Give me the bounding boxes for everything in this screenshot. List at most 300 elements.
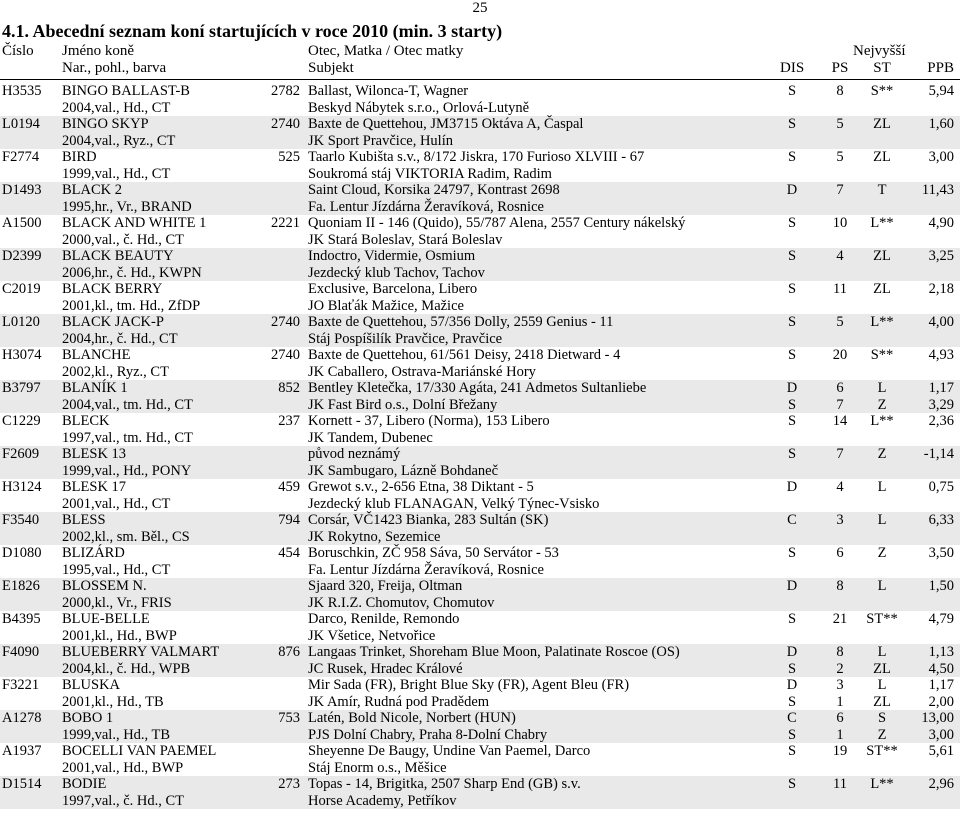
cell-id: F4090 xyxy=(2,644,40,660)
cell-info: 2004,val., tm. Hd., CT xyxy=(62,396,193,413)
cell-ps: 21 xyxy=(832,611,848,627)
cell-name: BLACK 2 xyxy=(62,182,123,198)
row-line-1 xyxy=(0,182,960,199)
cell-id: F2609 xyxy=(2,446,40,462)
cell-name: BLANCHE xyxy=(62,347,131,363)
row-line-2 xyxy=(0,496,960,513)
table-row xyxy=(0,479,960,512)
cell-dis: D xyxy=(786,578,798,594)
cell-ps: 11 xyxy=(833,281,847,297)
table-row xyxy=(0,347,960,380)
cell-ppb: 3,00 xyxy=(928,149,954,165)
cell-dis2: S xyxy=(787,660,797,677)
cell-dis: S xyxy=(787,83,797,99)
header-jmeno: Jméno koně xyxy=(62,43,135,59)
cell-st: L xyxy=(877,677,887,693)
table-row xyxy=(0,281,960,314)
cell-ppb: 4,93 xyxy=(928,347,954,363)
cell-id: H3124 xyxy=(2,479,42,495)
cell-info: 1999,val., Hd., TB xyxy=(62,726,171,743)
table-row xyxy=(0,413,960,446)
cell-name: BLACK AND WHITE 1 xyxy=(62,215,207,231)
row-line-2 xyxy=(0,628,960,645)
cell-info: 2006,hr., č. Hd., KWPN xyxy=(62,264,202,281)
table-row xyxy=(0,743,960,776)
cell-st: L** xyxy=(870,413,894,429)
row-line-1 xyxy=(0,248,960,265)
cell-dis: D xyxy=(786,677,798,693)
cell-subject: JK Amír, Rudná pod Pradědem xyxy=(308,693,490,710)
horse-table xyxy=(0,83,960,809)
table-row xyxy=(0,182,960,215)
cell-info: 2001,kl., tm. Hd., ZfDP xyxy=(62,297,201,314)
cell-ppb: 13,00 xyxy=(921,710,954,726)
header-otec: Otec, Matka / Otec matky xyxy=(308,43,464,59)
row-line-2 xyxy=(0,694,960,711)
table-row xyxy=(0,446,960,479)
table-row xyxy=(0,314,960,347)
cell-info: 1995,val., Hd., CT xyxy=(62,561,171,578)
cell-name: BINGO BALLAST-B xyxy=(62,83,190,99)
cell-info: 2001,val., Hd., BWP xyxy=(62,759,184,776)
cell-ppb2: 2,00 xyxy=(928,693,954,710)
row-line-1 xyxy=(0,215,960,232)
cell-st: ST** xyxy=(866,611,898,627)
cell-ps: 7 xyxy=(836,446,844,462)
cell-subject: Jezdecký klub Tachov, Tachov xyxy=(308,264,485,281)
cell-ps: 5 xyxy=(836,149,844,165)
cell-dis2: S xyxy=(787,726,797,743)
cell-ps: 20 xyxy=(832,347,848,363)
row-line-2 xyxy=(0,232,960,249)
table-row xyxy=(0,149,960,182)
cell-id: A1278 xyxy=(2,710,42,726)
cell-name: BLESK 13 xyxy=(62,446,127,462)
cell-st: L** xyxy=(870,776,894,792)
cell-id: B4395 xyxy=(2,611,41,627)
row-line-2 xyxy=(0,793,960,810)
cell-st: L** xyxy=(870,314,894,330)
cell-subject: JK Fast Bird o.s., Dolní Břežany xyxy=(308,396,498,413)
cell-name: BLACK BERRY xyxy=(62,281,163,297)
cell-id: A1937 xyxy=(2,743,42,759)
cell-info: 1999,val., Hd., CT xyxy=(62,165,171,182)
row-line-2 xyxy=(0,760,960,777)
cell-dis: S xyxy=(787,149,797,165)
cell-st: Z xyxy=(877,545,887,561)
table-row xyxy=(0,116,960,149)
cell-info: 1995,hr., Vr., BRAND xyxy=(62,198,192,215)
cell-ppb: -1,14 xyxy=(923,446,954,462)
cell-pedigree: Boruschkin, ZČ 958 Sáva, 50 Servátor - 53 xyxy=(308,545,559,561)
cell-dis: D xyxy=(786,182,798,198)
row-line-2 xyxy=(0,298,960,315)
cell-ppb: 4,00 xyxy=(928,314,954,330)
cell-num: 852 xyxy=(278,380,300,396)
cell-num: 237 xyxy=(278,413,300,429)
cell-ps: 6 xyxy=(836,545,844,561)
row-line-1 xyxy=(0,314,960,331)
cell-dis2: S xyxy=(787,693,797,710)
row-line-1 xyxy=(0,479,960,496)
cell-name: BLECK xyxy=(62,413,110,429)
cell-ps: 5 xyxy=(836,314,844,330)
cell-info: 2000,val., č. Hd., CT xyxy=(62,231,185,248)
cell-dis: S xyxy=(787,611,797,627)
table-row xyxy=(0,545,960,578)
cell-id: H3535 xyxy=(2,83,42,99)
cell-ppb: 3,50 xyxy=(928,545,954,561)
cell-num: 273 xyxy=(278,776,300,792)
cell-pedigree: Darco, Renilde, Remondo xyxy=(308,611,460,627)
row-line-1 xyxy=(0,611,960,628)
cell-id: D2399 xyxy=(2,248,42,264)
cell-subject: Stáj Enorm o.s., Měšice xyxy=(308,759,447,776)
cell-ps: 7 xyxy=(836,182,844,198)
cell-st: S** xyxy=(870,83,894,99)
cell-st: ZL xyxy=(873,248,891,264)
row-line-1 xyxy=(0,446,960,463)
cell-subject: Soukromá stáj VIKTORIA Radim, Radim xyxy=(308,165,552,182)
cell-ps: 6 xyxy=(836,380,844,396)
cell-info: 2004,kl., č. Hd., WPB xyxy=(62,660,191,677)
row-line-1 xyxy=(0,83,960,100)
row-line-2 xyxy=(0,100,960,117)
cell-ps2: 7 xyxy=(836,396,844,413)
cell-pedigree: Baxte de Quettehou, 61/561 Deisy, 2418 Dietward - 4 xyxy=(308,347,621,363)
cell-ps: 8 xyxy=(836,644,844,660)
cell-name: BLACK BEAUTY xyxy=(62,248,174,264)
cell-ppb: 1,60 xyxy=(928,116,954,132)
cell-num: 2740 xyxy=(271,116,300,132)
cell-ppb: 5,61 xyxy=(928,743,954,759)
row-line-2 xyxy=(0,133,960,150)
header-ppb: PPB xyxy=(927,60,954,76)
cell-pedigree: původ neznámý xyxy=(308,446,401,462)
cell-info: 2004,hr., č. Hd., CT xyxy=(62,330,178,347)
cell-pedigree: Topas - 14, Brigitka, 2507 Sharp End (GB) s.v. xyxy=(308,776,581,792)
header-st: ST xyxy=(873,60,891,76)
cell-dis: S xyxy=(787,347,797,363)
cell-id: C1229 xyxy=(2,413,41,429)
row-line-2 xyxy=(0,265,960,282)
cell-subject: JK Všetice, Netvořice xyxy=(308,627,436,644)
row-line-2 xyxy=(0,562,960,579)
header-dis: DIS xyxy=(780,60,805,76)
cell-ps: 4 xyxy=(836,248,844,264)
cell-st: L xyxy=(877,479,887,495)
cell-pedigree: Corsár, VČ1423 Bianka, 283 Sultán (SK) xyxy=(308,512,549,528)
cell-st: ZL xyxy=(873,149,891,165)
cell-dis: S xyxy=(787,545,797,561)
cell-st2: Z xyxy=(877,396,887,413)
cell-st: ZL xyxy=(873,116,891,132)
cell-dis: S xyxy=(787,116,797,132)
row-line-1 xyxy=(0,380,960,397)
cell-id: L0194 xyxy=(2,116,40,132)
table-row xyxy=(0,611,960,644)
cell-name: BODIE xyxy=(62,776,107,792)
cell-ps: 11 xyxy=(833,776,847,792)
cell-id: L0120 xyxy=(2,314,40,330)
row-line-2 xyxy=(0,727,960,744)
cell-subject: JC Rusek, Hradec Králové xyxy=(308,660,463,677)
header-cislo: Číslo xyxy=(2,43,34,59)
cell-st: S** xyxy=(870,347,894,363)
cell-dis: D xyxy=(786,644,798,660)
cell-dis: S xyxy=(787,215,797,231)
cell-st: L xyxy=(877,578,887,594)
cell-subject: JK Sambugaro, Lázně Bohdaneč xyxy=(308,462,499,479)
cell-ps: 14 xyxy=(832,413,848,429)
cell-num: 525 xyxy=(278,149,300,165)
cell-name: BLESS xyxy=(62,512,106,528)
table-row xyxy=(0,578,960,611)
cell-ppb: 1,17 xyxy=(928,677,954,693)
cell-subject: JK R.I.Z. Chomutov, Chomutov xyxy=(308,594,495,611)
cell-name: BIRD xyxy=(62,149,97,165)
cell-ppb: 1,13 xyxy=(928,644,954,660)
cell-pedigree: Ballast, Wilonca-T, Wagner xyxy=(308,83,469,99)
cell-ppb2: 3,00 xyxy=(928,726,954,743)
cell-ps: 10 xyxy=(832,215,848,231)
cell-id: D1514 xyxy=(2,776,42,792)
row-line-1 xyxy=(0,578,960,595)
cell-dis: S xyxy=(787,413,797,429)
cell-ps: 5 xyxy=(836,116,844,132)
cell-id: F3221 xyxy=(2,677,40,693)
cell-name: BLUEBERRY VALMART xyxy=(62,644,220,660)
cell-info: 2000,kl., Vr., FRIS xyxy=(62,594,172,611)
cell-ppb: 2,96 xyxy=(928,776,954,792)
cell-ppb: 2,36 xyxy=(928,413,954,429)
cell-info: 2002,kl., Ryz., CT xyxy=(62,363,169,380)
cell-subject: JO Blaťák Mažice, Mažice xyxy=(308,297,464,314)
cell-pedigree: Grewot s.v., 2-656 Etna, 38 Diktant - 5 xyxy=(308,479,534,495)
cell-info: 1999,val., Hd., PONY xyxy=(62,462,192,479)
cell-pedigree: Indoctro, Vidermie, Osmium xyxy=(308,248,476,264)
cell-info: 2002,kl., sm. Běl., CS xyxy=(62,528,190,545)
cell-subject: JK Tandem, Dubenec xyxy=(308,429,433,446)
cell-pedigree: Mir Sada (FR), Bright Blue Sky (FR), Agent Bleu (FR) xyxy=(308,677,630,693)
cell-dis: S xyxy=(787,743,797,759)
cell-id: H3074 xyxy=(2,347,42,363)
cell-ppb: 6,33 xyxy=(928,512,954,528)
row-line-1 xyxy=(0,512,960,529)
cell-pedigree: Taarlo Kubišta s.v., 8/172 Jiskra, 170 Furioso XLVIII - 67 xyxy=(308,149,645,165)
cell-subject: JK Caballero, Ostrava-Mariánské Hory xyxy=(308,363,536,380)
cell-info: 1997,val., č. Hd., CT xyxy=(62,792,185,809)
cell-ps: 3 xyxy=(836,512,844,528)
table-row xyxy=(0,248,960,281)
table-row xyxy=(0,677,960,710)
cell-id: D1493 xyxy=(2,182,42,198)
cell-subject: Jezdecký klub FLANAGAN, Velký Týnec-Vsisko xyxy=(308,495,600,512)
cell-subject: Horse Academy, Petříkov xyxy=(308,792,457,809)
cell-num: 2782 xyxy=(271,83,300,99)
cell-st: S xyxy=(877,710,887,726)
cell-ps: 6 xyxy=(836,710,844,726)
cell-dis: S xyxy=(787,248,797,264)
row-line-1 xyxy=(0,644,960,661)
cell-st2: Z xyxy=(877,726,887,743)
cell-ps2: 2 xyxy=(836,660,844,677)
cell-info: 2001,kl., Hd., TB xyxy=(62,693,164,710)
cell-pedigree: Quoniam II - 146 (Quido), 55/787 Alena, 2557 Century nákelský xyxy=(308,215,686,231)
cell-dis2: S xyxy=(787,396,797,413)
cell-subject: Fa. Lentur Jízdárna Žeravíková, Rosnice xyxy=(308,198,544,215)
row-line-2 xyxy=(0,331,960,348)
cell-st2: ZL xyxy=(873,660,891,677)
row-line-1 xyxy=(0,677,960,694)
cell-pedigree: Sjaard 320, Freija, Oltman xyxy=(308,578,463,594)
row-line-2 xyxy=(0,364,960,381)
cell-name: BLESK 17 xyxy=(62,479,127,495)
cell-name: BLUSKA xyxy=(62,677,121,693)
cell-st: L xyxy=(877,644,887,660)
row-line-1 xyxy=(0,116,960,133)
header-divider xyxy=(0,79,960,80)
cell-ps: 8 xyxy=(836,578,844,594)
cell-pedigree: Exclusive, Barcelona, Libero xyxy=(308,281,478,297)
cell-ppb2: 3,29 xyxy=(928,396,954,413)
cell-ppb: 4,79 xyxy=(928,611,954,627)
header-nejvyssi: Nejvyšší xyxy=(853,43,906,59)
cell-ppb: 5,94 xyxy=(928,83,954,99)
cell-pedigree: Baxte de Quettehou, JM3715 Oktáva A, Časpal xyxy=(308,116,584,132)
row-line-2 xyxy=(0,661,960,678)
cell-st: L xyxy=(877,512,887,528)
cell-st: ST** xyxy=(866,743,898,759)
row-line-2 xyxy=(0,397,960,414)
row-line-2 xyxy=(0,166,960,183)
cell-pedigree: Saint Cloud, Korsika 24797, Kontrast 2698 xyxy=(308,182,560,198)
cell-id: E1826 xyxy=(2,578,40,594)
cell-ps2: 1 xyxy=(836,726,844,743)
cell-ppb: 4,90 xyxy=(928,215,954,231)
cell-dis: S xyxy=(787,314,797,330)
cell-id: C2019 xyxy=(2,281,41,297)
cell-num: 753 xyxy=(278,710,300,726)
cell-ps: 3 xyxy=(836,677,844,693)
row-line-2 xyxy=(0,430,960,447)
table-row xyxy=(0,83,960,116)
table-row xyxy=(0,776,960,809)
cell-subject: JK Rokytno, Sezemice xyxy=(308,528,441,545)
cell-st: L** xyxy=(870,215,894,231)
cell-info: 2004,val., Ryz., CT xyxy=(62,132,176,149)
cell-name: BLUE-BELLE xyxy=(62,611,150,627)
cell-dis: S xyxy=(787,776,797,792)
row-line-1 xyxy=(0,281,960,298)
cell-ppb: 3,25 xyxy=(928,248,954,264)
cell-ps2: 1 xyxy=(836,693,844,710)
cell-name: BLANÍK 1 xyxy=(62,380,128,396)
cell-ppb: 1,17 xyxy=(928,380,954,396)
cell-ps: 4 xyxy=(836,479,844,495)
cell-ps: 19 xyxy=(832,743,848,759)
cell-pedigree: Baxte de Quettehou, 57/356 Dolly, 2559 Genius - 11 xyxy=(308,314,614,330)
cell-pedigree: Bentley Kletečka, 17/330 Agáta, 241 Admetos Sultanliebe xyxy=(308,380,647,396)
table-row xyxy=(0,215,960,248)
row-line-2 xyxy=(0,529,960,546)
cell-ppb: 2,18 xyxy=(928,281,954,297)
header-ps: PS xyxy=(831,60,849,76)
row-line-1 xyxy=(0,710,960,727)
cell-id: F2774 xyxy=(2,149,40,165)
cell-id: B3797 xyxy=(2,380,41,396)
cell-num: 2221 xyxy=(271,215,300,231)
cell-dis: C xyxy=(787,512,797,528)
cell-num: 794 xyxy=(278,512,300,528)
cell-st: L xyxy=(877,380,887,396)
table-header-row-2 xyxy=(0,60,960,76)
row-line-2 xyxy=(0,595,960,612)
cell-st: T xyxy=(877,182,887,198)
cell-info: 2001,val., Hd., CT xyxy=(62,495,171,512)
cell-dis: D xyxy=(786,380,798,396)
cell-id: D1080 xyxy=(2,545,42,561)
cell-st: Z xyxy=(877,446,887,462)
cell-subject: Stáj Pospíšilík Pravčice, Pravčice xyxy=(308,330,503,347)
cell-dis: S xyxy=(787,281,797,297)
table-header-row-1 xyxy=(0,43,960,59)
cell-pedigree: Latén, Bold Nicole, Norbert (HUN) xyxy=(308,710,516,726)
row-line-1 xyxy=(0,545,960,562)
cell-name: BOBO 1 xyxy=(62,710,114,726)
cell-name: BLOSSEM N. xyxy=(62,578,147,594)
cell-pedigree: Langaas Trinket, Shoreham Blue Moon, Palatinate Roscoe (OS) xyxy=(308,644,680,660)
cell-dis: D xyxy=(786,479,798,495)
cell-subject: JK Sport Pravčice, Hulín xyxy=(308,132,453,149)
cell-num: 454 xyxy=(278,545,300,561)
header-subjekt: Subjekt xyxy=(308,60,354,76)
table-row xyxy=(0,644,960,677)
cell-num: 2740 xyxy=(271,314,300,330)
row-line-2 xyxy=(0,463,960,480)
cell-num: 2740 xyxy=(271,347,300,363)
cell-st: ZL xyxy=(873,281,891,297)
header-nar: Nar., pohl., barva xyxy=(62,60,167,76)
cell-ppb: 0,75 xyxy=(928,479,954,495)
page-number: 25 xyxy=(472,0,488,16)
cell-name: BINGO SKYP xyxy=(62,116,149,132)
cell-subject: PJS Dolní Chabry, Praha 8-Dolní Chabry xyxy=(308,726,548,743)
cell-ppb: 1,50 xyxy=(928,578,954,594)
cell-id: F3540 xyxy=(2,512,40,528)
cell-info: 2001,kl., Hd., BWP xyxy=(62,627,177,644)
cell-dis: S xyxy=(787,446,797,462)
cell-id: A1500 xyxy=(2,215,42,231)
cell-name: BLIZÁRD xyxy=(62,545,125,561)
cell-ps: 8 xyxy=(836,83,844,99)
table-row xyxy=(0,512,960,545)
cell-ppb: 11,43 xyxy=(921,182,954,198)
row-line-1 xyxy=(0,149,960,166)
cell-num: 876 xyxy=(278,644,300,660)
row-line-2 xyxy=(0,199,960,216)
cell-info: 2004,val., Hd., CT xyxy=(62,99,171,116)
cell-subject: Fa. Lentur Jízdárna Žeravíková, Rosnice xyxy=(308,561,544,578)
row-line-1 xyxy=(0,743,960,760)
cell-name: BLACK JACK-P xyxy=(62,314,164,330)
cell-subject: Beskyd Nábytek s.r.o., Orlová-Lutyně xyxy=(308,99,530,116)
row-line-1 xyxy=(0,347,960,364)
row-line-1 xyxy=(0,413,960,430)
section-title: 4.1. Abecední seznam koní startujících v roce 2010 (min. 3 starty) xyxy=(2,21,503,41)
cell-st2: ZL xyxy=(873,693,891,710)
cell-subject: JK Stará Boleslav, Stará Boleslav xyxy=(308,231,503,248)
